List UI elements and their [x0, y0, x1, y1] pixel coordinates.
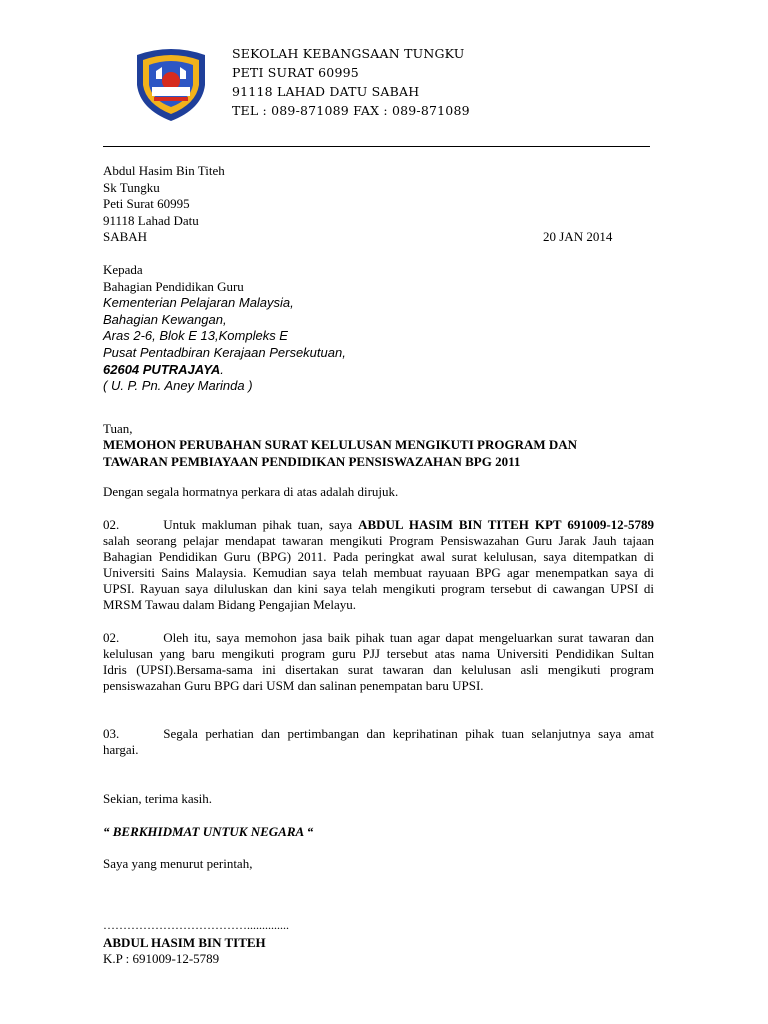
recipient-address-line: Aras 2-6, Blok E 13,Kompleks E [103, 328, 288, 344]
recipient-dept: Bahagian Pendidikan Guru [103, 278, 244, 294]
recipient-postcode-city: 62604 PUTRAJAYA [103, 361, 221, 377]
paragraph-02 [103, 517, 654, 613]
paragraph-line: Bahagian Pendidikan Guru (BPG) 2011. Pada peringkat awal surat kelulusan, saya ditempatkan di [103, 549, 654, 564]
applicant-name-ic: ABDUL HASIM BIN TITEH KPT 691009-12-5789 [358, 517, 654, 532]
paragraph-text: Dengan segala hormatnya perkara di atas adalah dirujuk. [103, 484, 399, 499]
sender-line: Peti Surat 60995 [103, 196, 190, 212]
signatory-name: ABDUL HASIM BIN TITEH [103, 935, 266, 950]
signatory-ic: K.P : 691009-12-5789 [103, 951, 220, 966]
sender-address [103, 163, 225, 246]
school-po-box: PETI SURAT 60995 [232, 65, 359, 80]
paragraph-first-line [103, 630, 654, 646]
paragraph-first-line [103, 726, 654, 742]
letterhead-divider [103, 146, 650, 147]
closing-line: Sekian, terima kasih. [103, 791, 213, 806]
subject-line: TAWARAN PEMBIAYAAN PENDIDIKAN PENSISWAZAHAN BPG 2011 [103, 453, 521, 469]
signature-line: ……………………………….............. [103, 918, 289, 932]
school-letterhead [232, 44, 470, 120]
paragraph-number: 02. [103, 517, 120, 532]
paragraph-line: salah seorang pelajar mendapat tawaran mengikuti Program Pensiswazahan Guru Jarak Jauh tajaan [103, 533, 654, 548]
letter-date: 20 JAN 2014 [543, 229, 613, 244]
sender-line: Sk Tungku [103, 179, 160, 195]
paragraph-03 [103, 726, 654, 758]
paragraph-last-line: MRSM Tawau dalam Bidang Pengajian Melayu. [103, 597, 357, 612]
school-tel: TEL : 089-871089 FAX : 089-871089 [232, 103, 470, 118]
sender-line: SABAH [103, 229, 148, 245]
sender-line: 91118 Lahad Datu [103, 212, 199, 228]
school-name: SEKOLAH KEBANGSAAN TUNGKU [232, 46, 465, 61]
recipient-period: . [220, 361, 224, 377]
paragraph-line: UPSI. Rayuan saya diluluskan dan kini saya telah mengikuti program tersebut di cawangan UPSI di [103, 581, 654, 596]
recipient-ministry: Kementerian Pelajaran Malaysia, [103, 295, 294, 311]
recipient-centre: Pusat Pentadbiran Kerajaan Persekutuan, [103, 344, 346, 360]
paragraph-number: 02. [103, 630, 120, 645]
recipient-postcode-row [103, 362, 346, 379]
paragraph-line: kelulusan yang baru mengikuti program guru PJJ tersebut atas nama Universiti Pendidikan Sultan [103, 646, 654, 661]
motto: “ BERKHIDMAT UNTUK NEGARA “ [103, 824, 314, 839]
school-crest-logo [132, 45, 210, 123]
paragraph-first-text: Oleh itu, saya memohon jasa baik pihak tuan agar dapat mengeluarkan surat tawaran dan [163, 630, 654, 645]
paragraph-intro [103, 484, 654, 500]
paragraph-line: Idris (UPSI).Bersama-sama ini disertakan surat tawaran dan kelulusan asli mengikuti program [103, 662, 654, 677]
recipient-kepada: Kepada [103, 262, 143, 277]
paragraph-first-line [103, 517, 654, 533]
paragraph-last-line: hargai. [103, 742, 139, 757]
recipient-address [103, 262, 346, 395]
paragraph-number: 03. [103, 726, 120, 741]
school-city: 91118 LAHAD DATU SABAH [232, 84, 420, 99]
paragraph-02b [103, 630, 654, 694]
salutation: Tuan, [103, 421, 133, 436]
paragraph-last-line: pensiswazahan Guru BPG dari USM dan salinan penempatan baru UPSI. [103, 678, 484, 693]
paragraph-first-text: Segala perhatian dan pertimbangan dan keprihatinan pihak tuan selanjutnya saya amat [163, 726, 654, 741]
recipient-attention: ( U. P. Pn. Aney Marinda ) [103, 378, 253, 394]
letter-subject [103, 437, 577, 470]
subject-line: MEMOHON PERUBAHAN SURAT KELULUSAN MENGIKUTI PROGRAM DAN [103, 437, 578, 452]
sender-line: Abdul Hasim Bin Titeh [103, 163, 225, 178]
paragraph-line: Universiti Sains Malaysia. Kemudian saya telah membuat rayuaan BPG agar menempatkan saya di [103, 565, 654, 580]
recipient-division: Bahagian Kewangan, [103, 311, 227, 327]
paragraph-intro-text: Untuk makluman pihak tuan, saya [163, 517, 359, 532]
signoff-line: Saya yang menurut perintah, [103, 856, 253, 871]
